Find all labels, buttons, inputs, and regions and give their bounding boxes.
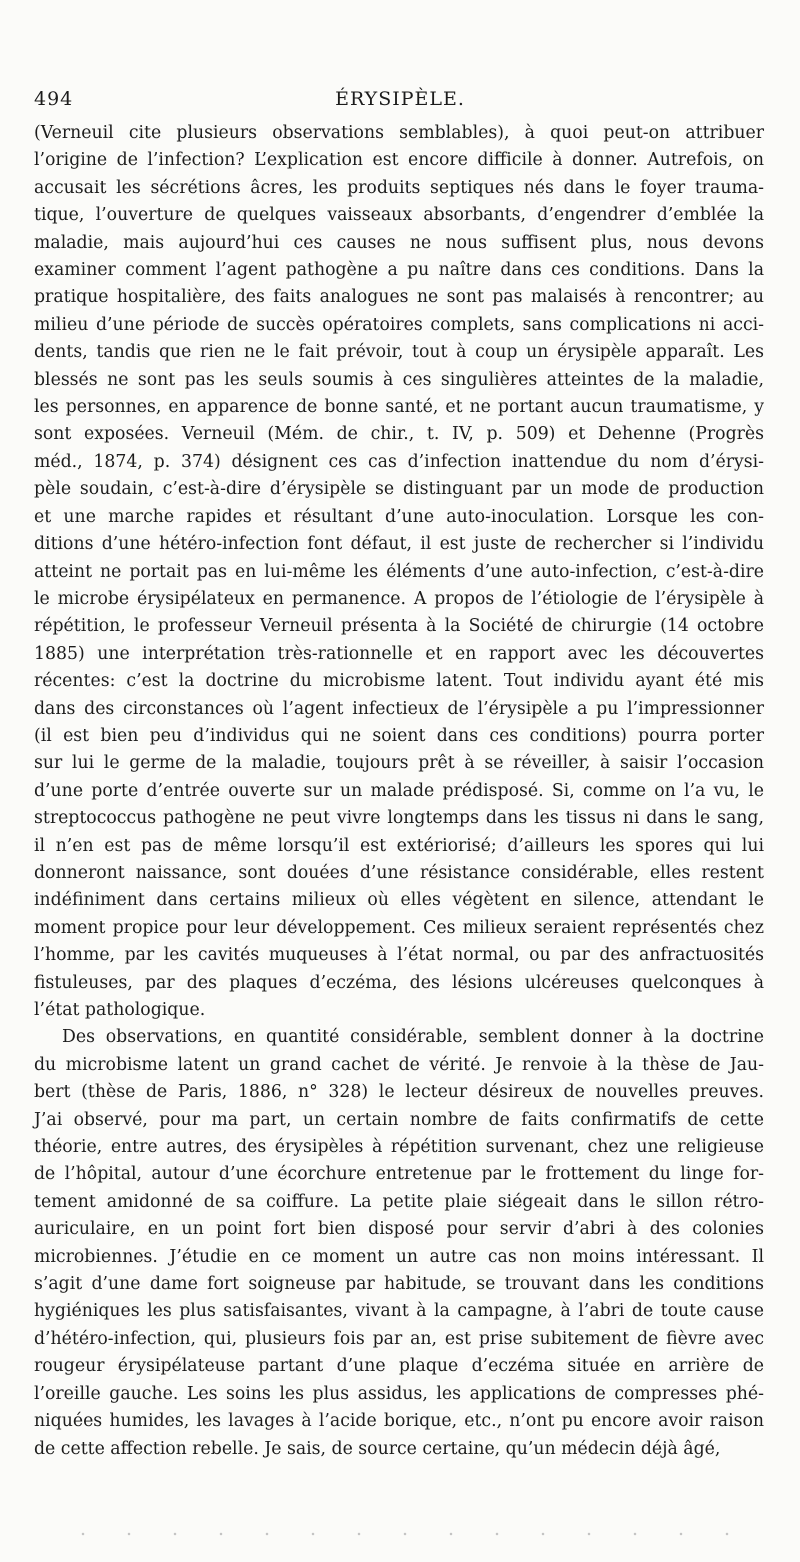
bottom-speckles (60, 1532, 760, 1536)
text-line: l’état pathologique. (34, 1000, 206, 1020)
text-line: répétition, le professeur Verneuil présenta à la Société de chirurgie (14 octobre (34, 616, 764, 637)
text-line: de cette affection rebelle. Je sais, de source certaine, qu’un médecin déjà âgé, (34, 1438, 721, 1459)
text-line: s’agit d’une dame fort soigneuse par habitude, se trouvant dans les conditions (34, 1274, 764, 1295)
text-line: du microbisme latent un grand cachet de vérité. Je renvoie à la thèse de Jau- (34, 1054, 764, 1075)
text-line: moment propice pour leur développement. Ces milieux seraient représentés chez (34, 917, 764, 938)
text-line: donneront naissance, sont douées d’une résistance considérable, elles restent (34, 862, 764, 883)
text-line: microbiennes. J’étudie en ce moment un autre cas non moins intéressant. Il (34, 1246, 764, 1267)
text-line: auriculaire, en un point fort bien disposé pour servir d’abri à des colonies (34, 1219, 764, 1240)
text-line: dans des circonstances où l’agent infectieux de l’érysipèle a pu l’impressionner (34, 698, 764, 719)
text-line: pèle soudain, c’est-à-dire d’érysipèle se distinguant par un mode de production (34, 479, 764, 500)
text-line: blessés ne sont pas les seuls soumis à ces singulières atteintes de la maladie, (34, 369, 764, 390)
paragraph (34, 1024, 764, 1463)
text-line: bert (thèse de Paris, 1886, n° 328) le lecteur désireux de nouvelles preuves. (34, 1082, 764, 1103)
text-line: il n’en est pas de même lorsqu’il est extériorisé; d’ailleurs les spores qui lui (34, 835, 764, 856)
text-line: hygiéniques les plus satisfaisantes, vivant à la campagne, à l’abri de toute cause (34, 1301, 764, 1322)
text-line: rougeur érysipélateuse partant d’une plaque d’eczéma située en arrière de (34, 1356, 764, 1377)
text-line: l’oreille gauche. Les soins les plus assidus, les applications de compresses phé- (34, 1383, 764, 1404)
running-title: ÉRYSIPÈLE. (335, 88, 465, 110)
text-line: les personnes, en apparence de bonne santé, et ne portant aucun traumatisme, y (34, 397, 764, 418)
text-line: atteint ne portait pas en lui-même les éléments d’une auto-infection, c’est-à-dire (34, 561, 764, 582)
text-line: l’origine de l’infection? L’explication est encore difficile à donner. Autrefois, on (34, 150, 764, 171)
text-line: et une marche rapides et résultant d’une auto-inoculation. Lorsque les con- (34, 506, 764, 527)
text-line: de l’hôpital, autour d’une écorchure entretenue par le frottement du linge for- (34, 1164, 764, 1185)
text-line: examiner comment l’agent pathogène a pu naître dans ces conditions. Dans la (34, 260, 764, 281)
text-line: (il est bien peu d’individus qui ne soient dans ces conditions) pourra porter (34, 725, 764, 746)
text-line: indéfiniment dans certains milieux où elles végètent en silence, attendant le (34, 890, 764, 911)
text-line: pratique hospitalière, des faits analogues ne sont pas malaisés à rencontrer; au (34, 287, 764, 308)
text-line: fistuleuses, par des plaques d’eczéma, des lésions ulcéreuses quelconques à (34, 972, 764, 993)
text-line: méd., 1874, p. 374) désignent ces cas d’infection inattendue du nom d’érysi- (34, 451, 764, 472)
text-line: Des observations, en quantité considérable, semblent donner à la doctrine (62, 1027, 764, 1048)
text-line: accusait les sécrétions âcres, les produits septiques nés dans le foyer trauma- (34, 177, 764, 198)
body-text (34, 120, 764, 1463)
text-line: tique, l’ouverture de quelques vaisseaux absorbants, d’engendrer d’emblée la (34, 205, 764, 226)
text-line: J’ai observé, pour ma part, un certain nombre de faits confirmatifs de cette (34, 1109, 764, 1130)
page-header (34, 88, 766, 118)
text-line: récentes: c’est la doctrine du microbisme latent. Tout individu ayant été mis (34, 671, 764, 692)
text-line: l’homme, par les cavités muqueuses à l’état normal, ou par des anfractuosités (34, 945, 764, 966)
text-line: dents, tandis que rien ne le fait prévoir, tout à coup un érysipèle apparaît. Les (34, 342, 764, 363)
text-line: (Verneuil cite plusieurs observations semblables), à quoi peut-on attribuer (34, 123, 764, 143)
text-line: ditions d’une hétéro-infection font défaut, il est juste de rechercher si l’individu (34, 534, 764, 555)
text-line: streptococcus pathogène ne peut vivre longtemps dans les tissus ni dans le sang, (34, 808, 764, 829)
text-line: sur lui le germe de la maladie, toujours prêt à se réveiller, à saisir l’occasion (34, 753, 764, 774)
text-line: sont exposées. Verneuil (Mém. de chir., t. IV, p. 509) et Dehenne (Progrès (34, 424, 764, 445)
text-line: d’hétéro-infection, qui, plusieurs fois par an, est prise subitement de fièvre avec (34, 1328, 764, 1349)
text-line: niquées humides, les lavages à l’acide borique, etc., n’ont pu encore avoir raison (34, 1411, 764, 1432)
text-line: d’une porte d’entrée ouverte sur un malade prédisposé. Si, comme on l’a vu, le (34, 780, 764, 801)
text-line: milieu d’une période de succès opératoires complets, sans complications ni acci- (34, 314, 764, 335)
text-line: le microbe érysipélateux en permanence. A propos de l’étiologie de l’érysipèle à (34, 588, 764, 609)
page-number: 494 (34, 88, 74, 110)
text-line: théorie, entre autres, des érysipèles à répétition survenant, chez une religieuse (34, 1137, 764, 1158)
text-line: tement amidonné de sa coiffure. La petite plaie siégeait dans le sillon rétro- (34, 1191, 764, 1212)
paragraph (34, 120, 764, 1024)
text-line: 1885) une interprétation très-rationnelle et en rapport avec les découvertes (34, 643, 764, 664)
text-line: maladie, mais aujourd’hui ces causes ne nous suffisent plus, nous devons (34, 232, 764, 253)
